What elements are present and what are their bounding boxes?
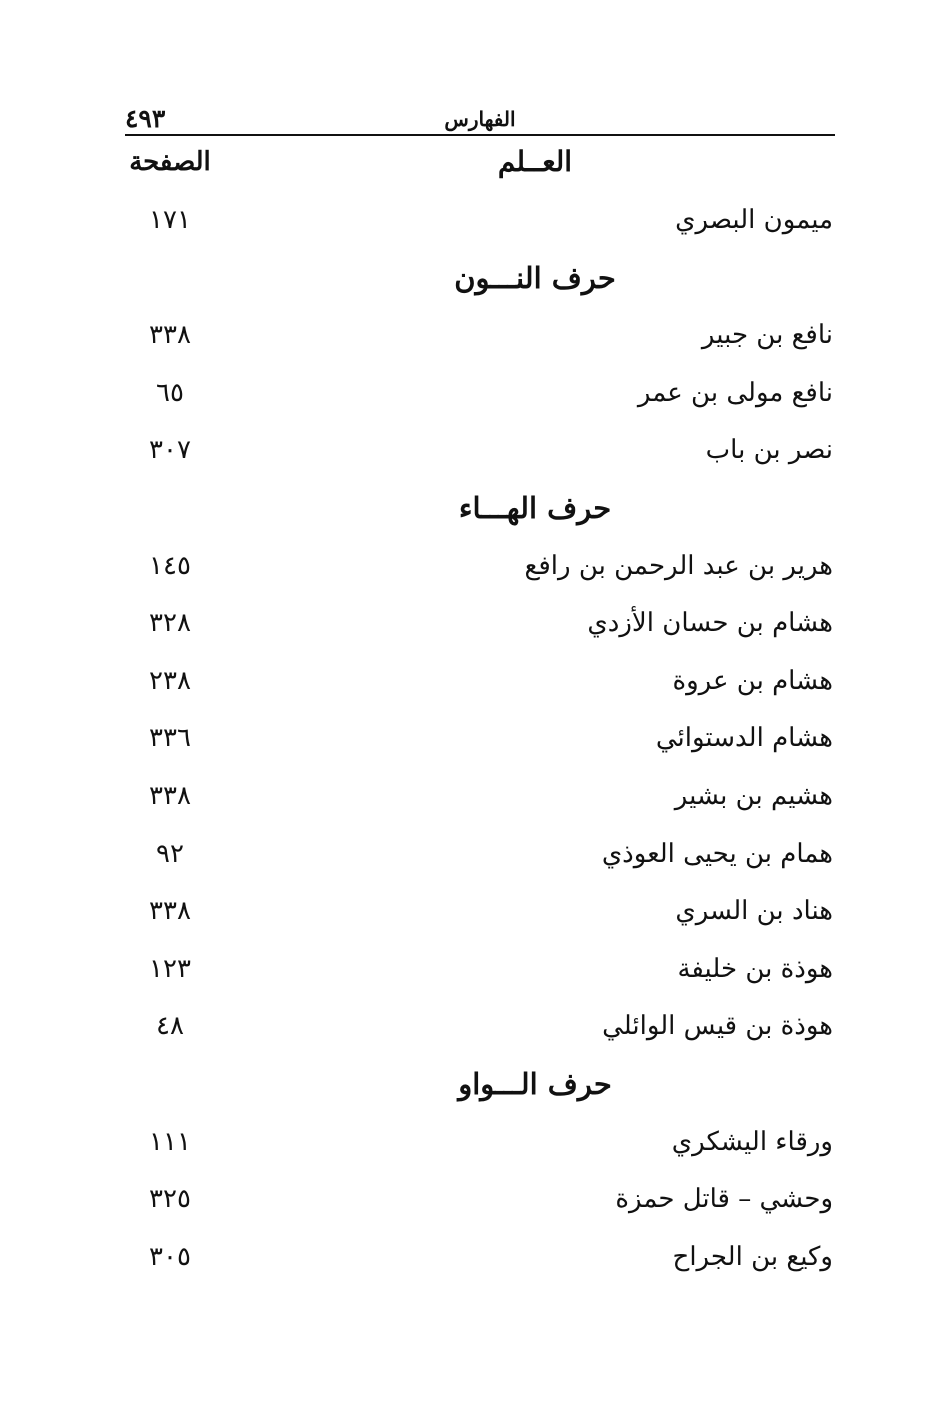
entry-name: وحشي – قاتل حمزة bbox=[615, 1184, 833, 1215]
entry-page-number: ٣٣٨ bbox=[149, 320, 191, 351]
entry-name: هشام الدستوائي bbox=[655, 723, 833, 754]
entry-name: نافع بن جبير bbox=[701, 320, 833, 351]
entry-name: ميمون البصري bbox=[675, 205, 833, 235]
entry-page-number: ١٤٥ bbox=[149, 550, 191, 581]
entry-page-number: ٣٠٧ bbox=[149, 435, 191, 466]
page-column-heading: الصفحة bbox=[129, 147, 211, 177]
entry-page-number: ٦٥ bbox=[156, 377, 184, 408]
section-heading: حرف الـــواو bbox=[458, 1067, 612, 1101]
entry-page-number: ٢٣٨ bbox=[149, 665, 191, 696]
entry-name: هرير بن عبد الرحمن بن رافع bbox=[524, 550, 833, 581]
entry-page-number: ٣٢٨ bbox=[149, 608, 191, 639]
section-heading: حرف النـــون bbox=[454, 260, 616, 295]
entry-name: همام بن يحيى العوذي bbox=[601, 838, 833, 869]
name-column-heading: العــلم bbox=[497, 145, 573, 178]
running-title: الفهارس bbox=[444, 107, 516, 131]
entry-page-number: ٩٢ bbox=[156, 838, 184, 869]
entry-page-number: ١٢٣ bbox=[149, 953, 191, 984]
entry-page-number: ١٧١ bbox=[149, 205, 191, 235]
entry-page-number: ٣٠٥ bbox=[149, 1241, 191, 1272]
entry-name: هشام بن حسان الأزدي bbox=[587, 608, 833, 639]
entry-name: هوذة بن خليفة bbox=[677, 953, 833, 984]
entry-name: نافع مولى بن عمر bbox=[637, 377, 833, 408]
entry-page-number: ١١١ bbox=[149, 1126, 191, 1157]
entry-page-number: ٣٣٦ bbox=[149, 723, 191, 754]
entry-page-number: ٣٣٨ bbox=[149, 781, 191, 811]
entry-name: هوذة بن قيس الوائلي bbox=[602, 1011, 833, 1042]
entry-page-number: ٣٣٨ bbox=[149, 896, 191, 927]
entry-name: نصر بن باب bbox=[705, 435, 833, 466]
entry-name: وكيع بن الجراح bbox=[672, 1241, 833, 1272]
entry-name: هناد بن السري bbox=[675, 896, 833, 927]
page-number: ٤٩٣ bbox=[125, 104, 166, 133]
entry-page-number: ٣٢٥ bbox=[149, 1184, 191, 1215]
entry-name: هشيم بن بشير bbox=[674, 781, 833, 811]
entry-name: ورقاء اليشكري bbox=[671, 1126, 833, 1157]
entry-name: هشام بن عروة bbox=[672, 665, 833, 696]
entry-page-number: ٤٨ bbox=[156, 1011, 184, 1042]
section-heading: حرف الهـــاء bbox=[458, 491, 612, 525]
